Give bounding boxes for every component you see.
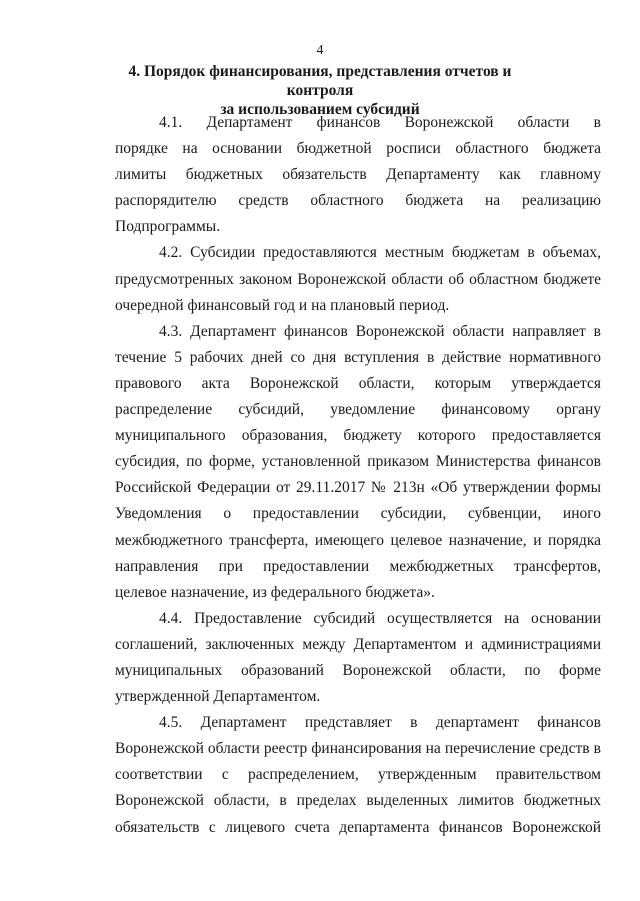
text-line: Воронежской области, в пределах выделенных лимитов бюджетных bbox=[115, 792, 601, 810]
text-line: Уведомления о предоставлении субсидии, субвенции, иного bbox=[115, 505, 601, 523]
text-line: соответствии с распределением, утвержденным правительством bbox=[115, 766, 601, 784]
text-line: 4.2. Субсидии предоставляются местным бюджетам в объемах, bbox=[159, 244, 601, 262]
text-line: целевое назначение, из федерального бюджета». bbox=[115, 583, 435, 601]
text-line: течение 5 рабочих дней со дня вступления в действие нормативного bbox=[115, 348, 601, 366]
paragraph-4-1 bbox=[115, 110, 601, 240]
paragraph-4-2 bbox=[115, 240, 601, 318]
page-number: 4 bbox=[316, 43, 324, 58]
text-line: муниципальных образований Воронежской области, по форме bbox=[115, 661, 601, 679]
text-line: 4.3. Департамент финансов Воронежской области направляет в bbox=[159, 322, 601, 340]
paragraph-4-5 bbox=[115, 710, 601, 840]
text-line: 4.4. Предоставление субсидий осуществляется на основании bbox=[159, 609, 601, 627]
text-line: 4.5. Департамент представляет в департамент финансов bbox=[159, 714, 601, 732]
text-line: распорядителю средств областного бюджета на реализацию bbox=[115, 192, 601, 210]
text-line: Воронежской области реестр финансирования на перечисление средств в bbox=[115, 740, 601, 758]
text-line: распределение субсидий, уведомление финансовому органу bbox=[115, 401, 601, 419]
section-heading-line-2: за использованием субсидий bbox=[220, 101, 420, 118]
section-heading-line-1: 4. Порядок финансирования, представления отчетов и контроля bbox=[128, 63, 512, 99]
text-line: направления при предоставлении межбюджетных трансфертов, bbox=[115, 557, 601, 575]
paragraph-4-4 bbox=[115, 606, 601, 710]
text-line: обязательств с лицевого счета департамента финансов Воронежской bbox=[115, 818, 601, 836]
text-line: порядке на основании бюджетной росписи областного бюджета bbox=[115, 140, 601, 158]
text-line: правового акта Воронежской области, которым утверждается bbox=[115, 374, 601, 392]
text-line: Российской Федерации от 29.11.2017 № 213н «Об утверждении формы bbox=[115, 479, 601, 497]
text-line: предусмотренных законом Воронежской области об областном бюджете bbox=[115, 270, 601, 288]
text-line: субсидия, по форме, установленной приказом Министерства финансов bbox=[115, 453, 601, 471]
text-line: соглашений, заключенных между Департаментом и администрациями bbox=[115, 635, 601, 653]
text-line: очередной финансовый год и на плановый период. bbox=[115, 296, 450, 314]
text-line: муниципального образования, бюджету которого предоставляется bbox=[115, 427, 601, 445]
text-line: лимиты бюджетных обязательств Департаменту как главному bbox=[115, 166, 601, 184]
text-line: Подпрограммы. bbox=[115, 218, 221, 236]
paragraph-4-3 bbox=[115, 319, 601, 606]
text-line: межбюджетного трансферта, имеющего целевое назначение, и порядка bbox=[115, 531, 601, 549]
body-text bbox=[115, 110, 601, 841]
text-line: утвержденной Департаментом. bbox=[115, 688, 321, 706]
text-line: 4.1. Департамент финансов Воронежской области в bbox=[159, 114, 601, 131]
